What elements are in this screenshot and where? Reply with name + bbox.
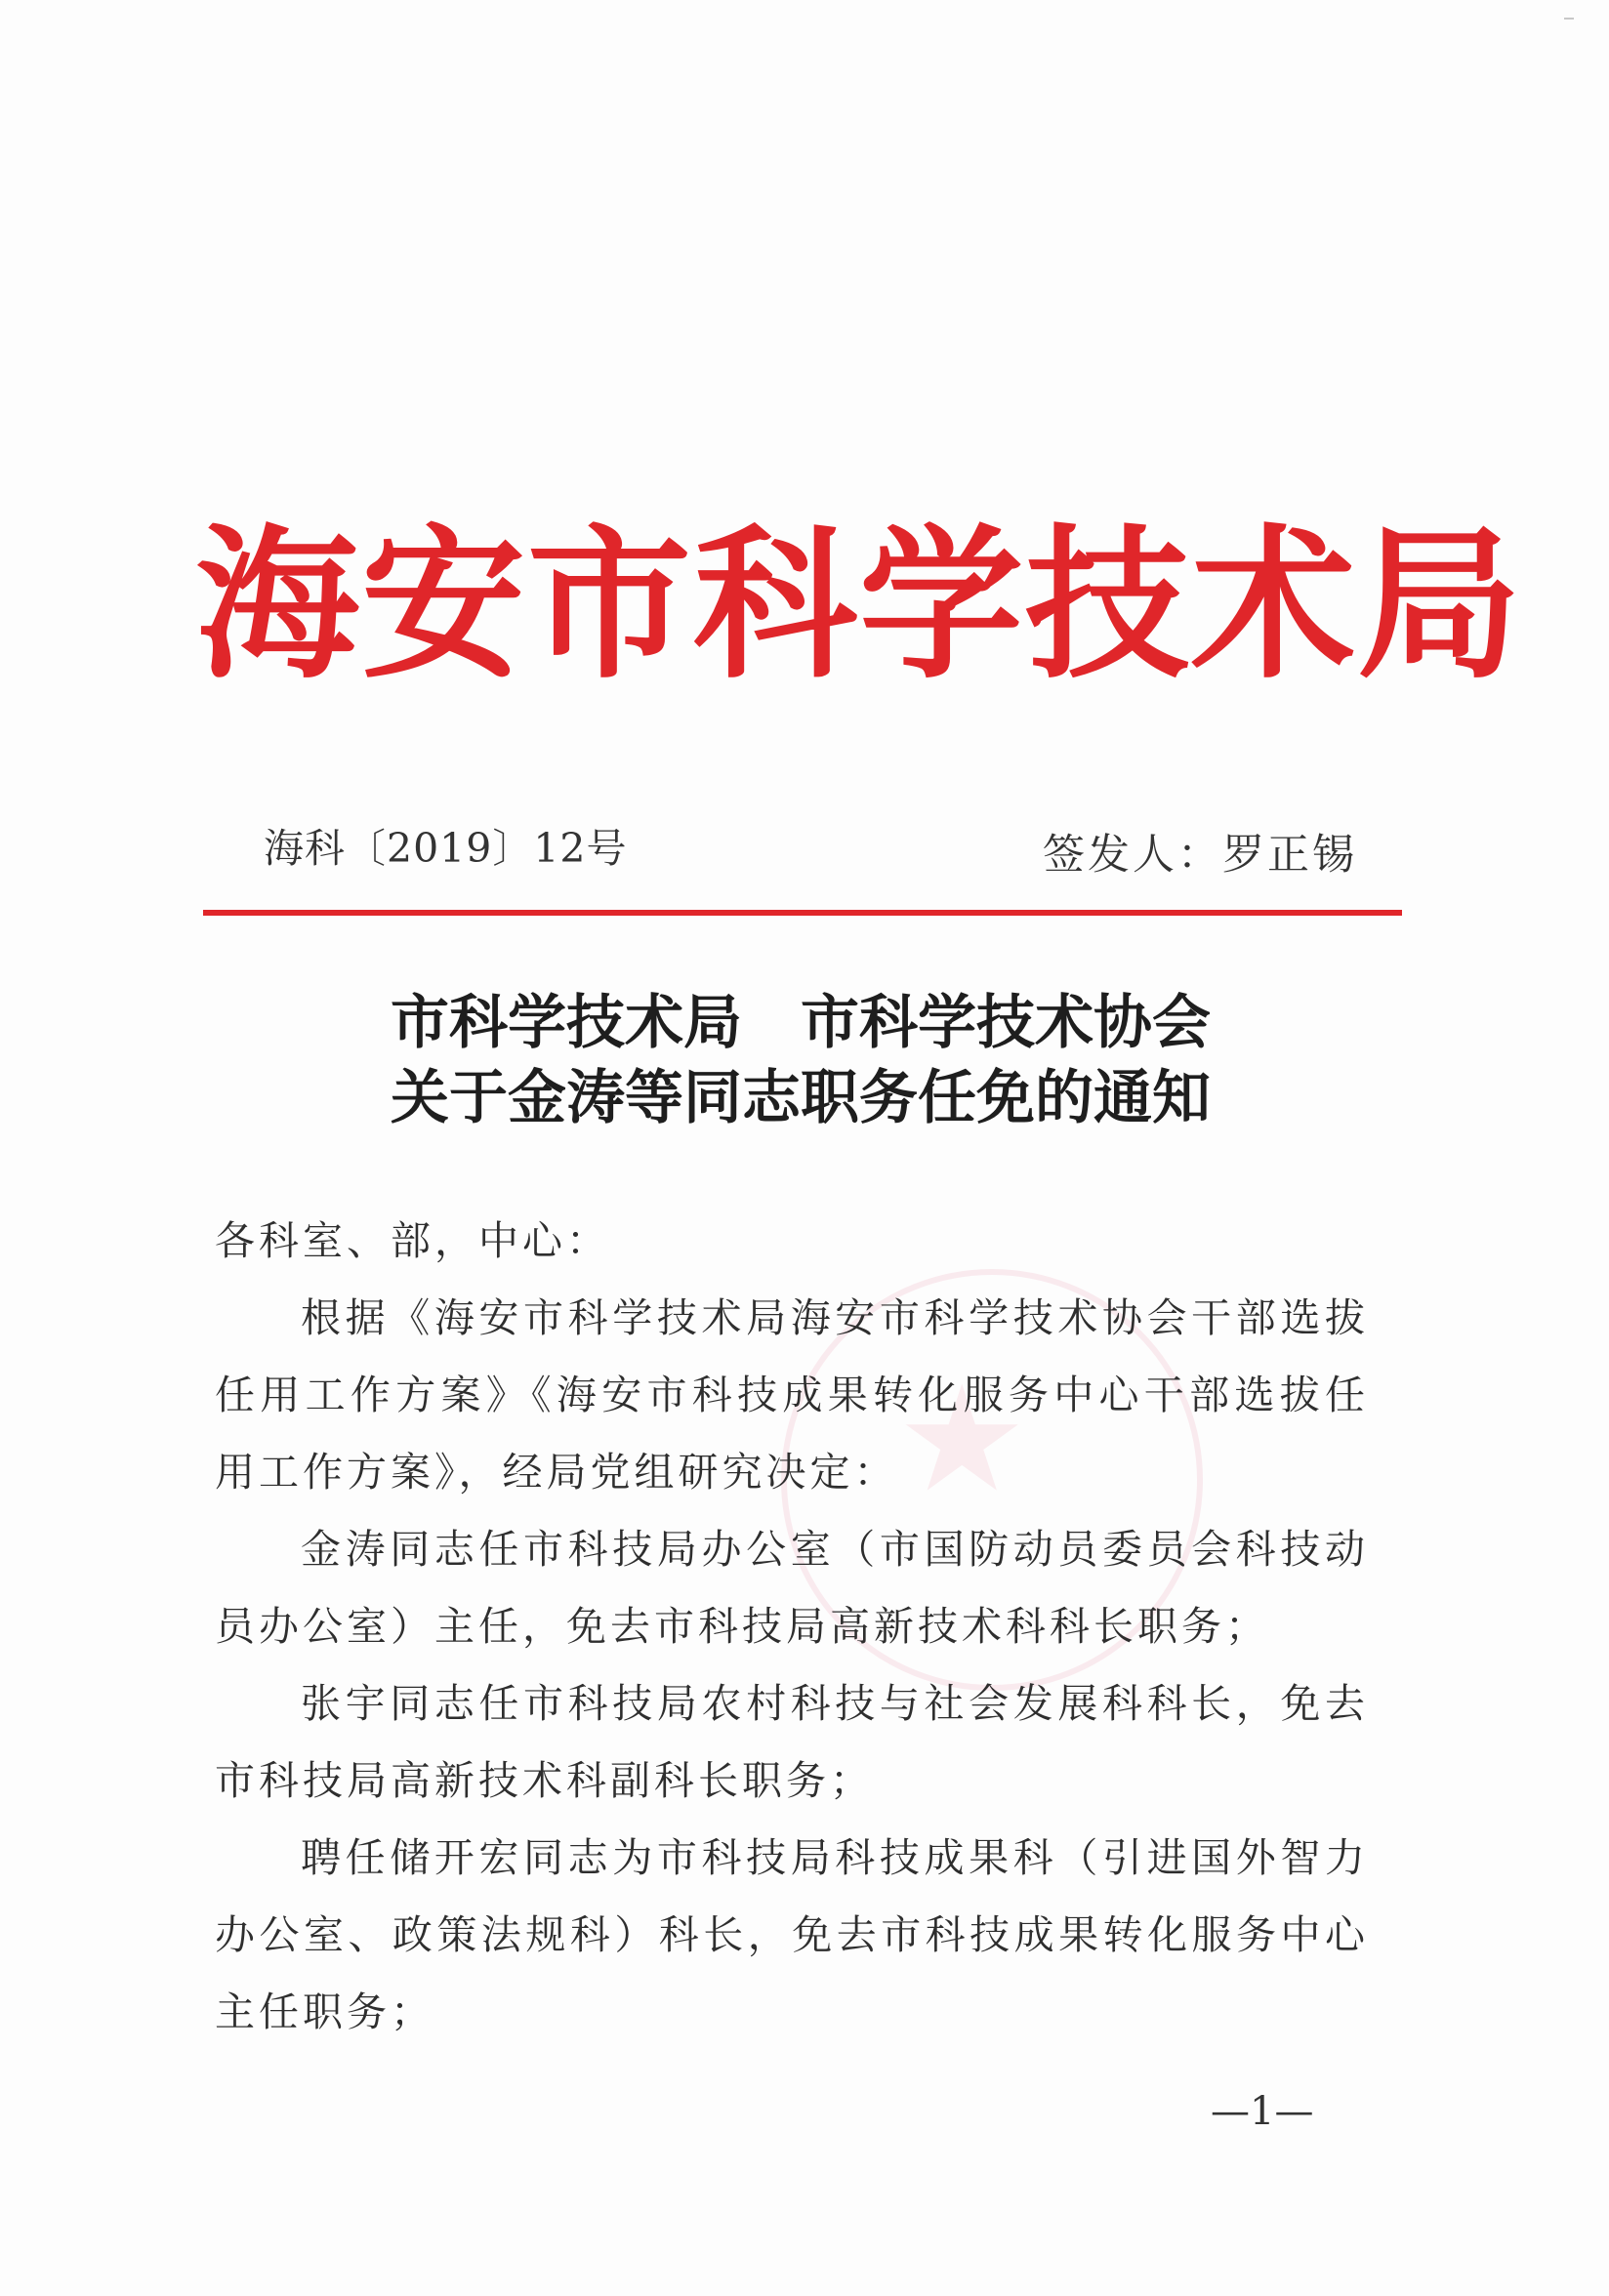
- page-number: —1—: [1211, 2089, 1314, 2134]
- red-divider: [203, 910, 1402, 916]
- title-line-1: 市科学技术局 市科学技术协会: [391, 989, 1211, 1057]
- title-line-2: 关于金涛等同志职务任免的通知: [391, 1064, 1211, 1132]
- body-paragraph: 金涛同志任市科技局办公室（市国防动员委员会科技动员办公室）主任，免去市科技局高新技术科科长职务；: [215, 1526, 1369, 1650]
- document-title: [195, 986, 1406, 1136]
- scan-mark: [1564, 18, 1574, 20]
- body-paragraph: 根据《海安市科学技术局海安市科学技术协会干部选拔任用工作方案》《海安市科技成果转化服务中心干部选拔任用工作方案》，经局党组研究决定：: [215, 1294, 1369, 1496]
- body-paragraph: 张宇同志任市科技局农村科技与社会发展科科长，免去市科技局高新技术科副科长职务；: [215, 1680, 1369, 1804]
- body-paragraph: 聘任储开宏同志为市科技局科技成果科（引进国外智力办公室、政策法规科）科长，免去市科技成果转化服务中心主任职务；: [215, 1834, 1369, 2035]
- signer: 签发人：罗正锡: [1043, 831, 1357, 880]
- salutation: 各科室、部，中心：: [215, 1217, 610, 1264]
- document-body: [215, 1203, 1369, 2051]
- seal-star-icon: ★: [896, 1355, 1028, 1525]
- masthead-organization: 海安市科学技术局: [195, 508, 1523, 701]
- document-number: 海科〔2019〕12号: [264, 825, 628, 872]
